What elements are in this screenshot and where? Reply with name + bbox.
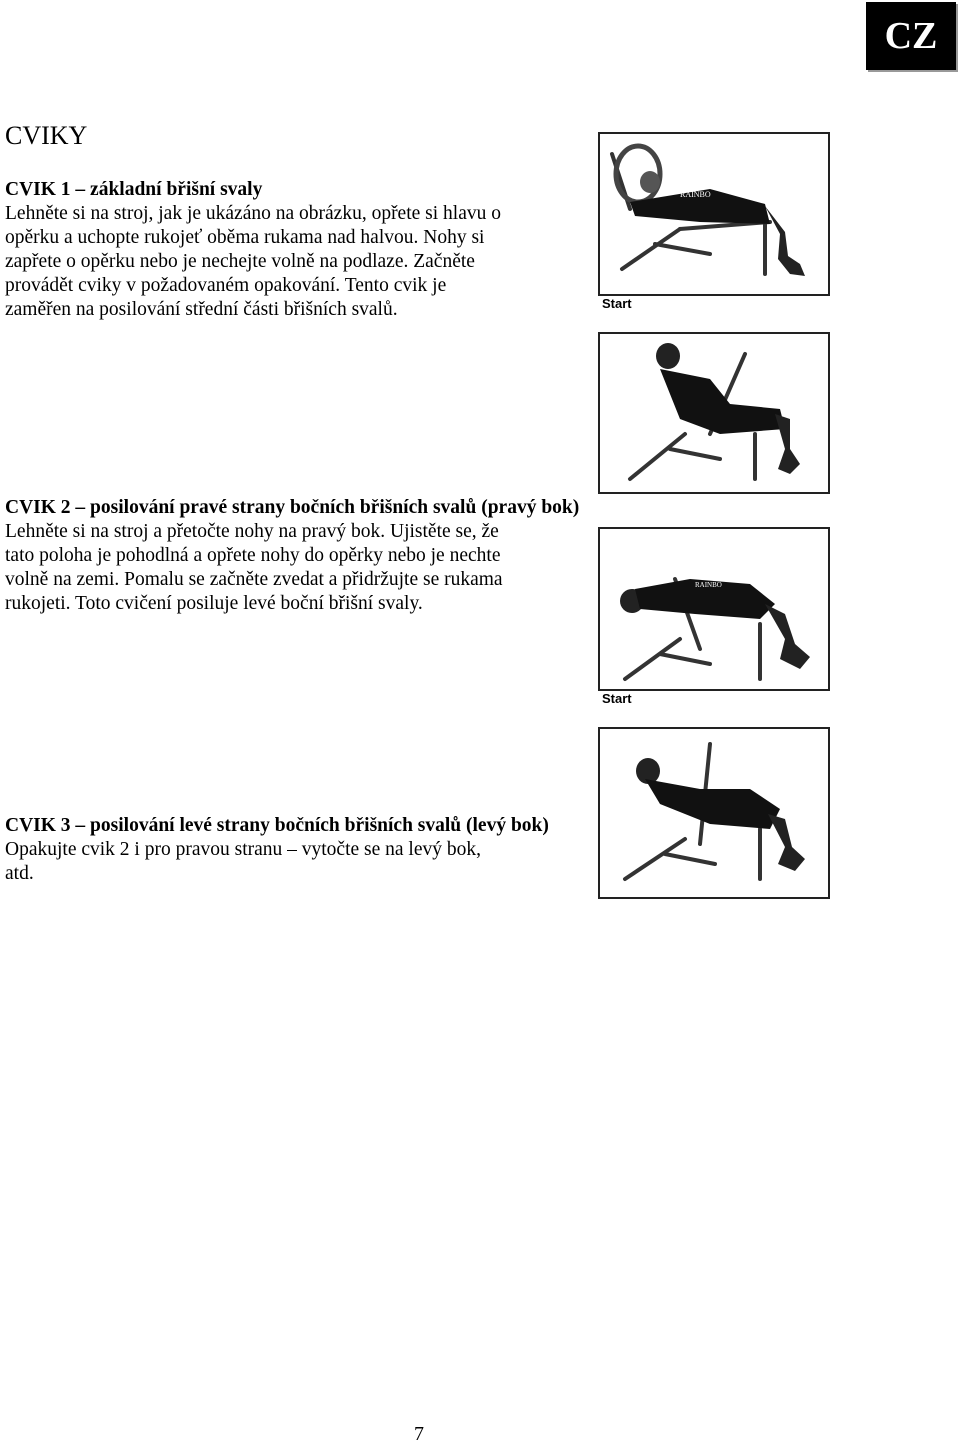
exercise-1-line-3: zapřete o opěrku nebo je nechejte volně na podlaze. Začněte <box>5 251 475 272</box>
language-badge: CZ <box>866 2 956 70</box>
exercise-2-start-photo <box>598 527 830 691</box>
exercise-3 <box>5 814 585 886</box>
crunch-start-illustration <box>600 134 828 294</box>
side-crunch-start-illustration <box>600 529 828 689</box>
side-crunch-end-illustration <box>600 729 828 897</box>
exercise-2-line-2: tato poloha je pohodlná a opřete nohy do opěrky nebo je nechte <box>5 545 501 566</box>
machine-brand-1: RAINBO <box>680 190 711 199</box>
machine-brand-2: RAINBO <box>695 581 722 589</box>
exercise-1-line-1: Lehněte si na stroj, jak je ukázáno na obrázku, opřete si hlavu o <box>5 203 501 224</box>
exercise-2 <box>5 496 585 616</box>
exercise-2-end-photo <box>598 727 830 899</box>
exercise-2-line-3: volně na zemi. Pomalu se začněte zvedat a přidržujte se rukama <box>5 569 503 590</box>
exercise-2-line-1: Lehněte si na stroj a přetočte nohy na pravý bok. Ujistěte se, že <box>5 521 499 542</box>
page-number: 7 <box>414 1423 424 1445</box>
exercise-1-line-2: opěrku a uchopte rukojeť oběma rukama nad halvou. Nohy si <box>5 227 485 248</box>
start-label-2: Start <box>602 691 632 706</box>
exercise-3-title: CVIK 3 – posilování levé strany bočních břišních svalů (levý bok) <box>5 815 549 836</box>
exercise-2-title: CVIK 2 – posilování pravé strany bočních břišních svalů (pravý bok) <box>5 497 580 518</box>
exercise-1 <box>5 178 590 322</box>
exercise-3-line-2: atd. <box>5 863 34 884</box>
exercise-1-end-photo <box>598 332 830 494</box>
exercise-1-line-5: zaměřen na posilování střední části břišních svalů. <box>5 299 398 320</box>
section-title: CVIKY <box>5 121 88 150</box>
crunch-end-illustration <box>600 334 828 492</box>
exercise-1-title: CVIK 1 – základní břišní svaly <box>5 179 263 200</box>
exercise-3-line-1: Opakujte cvik 2 i pro pravou stranu – vytočte se na levý bok, <box>5 839 482 860</box>
exercise-2-line-4: rukojeti. Toto cvičení posiluje levé boční břišní svaly. <box>5 593 423 614</box>
start-label-1: Start <box>602 296 632 311</box>
exercise-1-line-4: provádět cviky v požadovaném opakování. Tento cvik je <box>5 275 447 296</box>
exercise-1-start-photo <box>598 132 830 296</box>
